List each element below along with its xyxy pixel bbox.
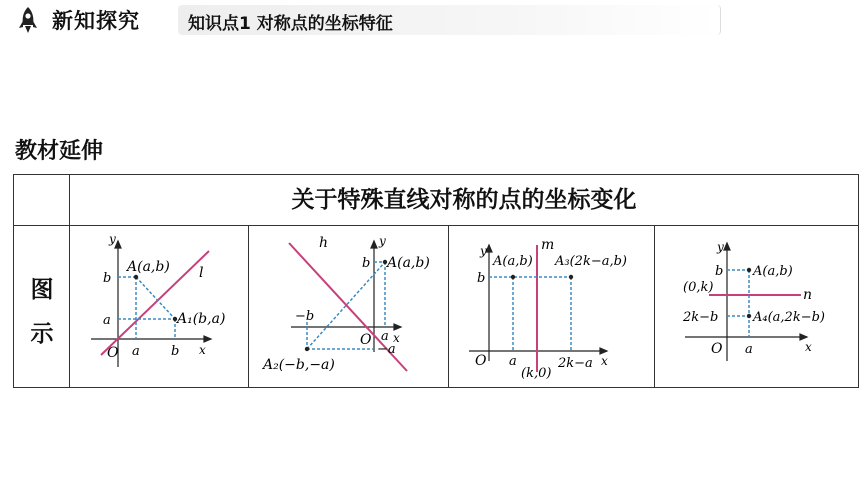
- y-axis-label: y: [109, 232, 116, 246]
- y-axis-label: y: [379, 234, 386, 248]
- point-a: [134, 275, 138, 279]
- extension-title: 教材延伸: [15, 139, 104, 164]
- tick-label: b: [477, 271, 486, 286]
- tick-label: (0,k): [683, 280, 714, 295]
- tick-label: b: [103, 271, 112, 286]
- tick-label: −b: [295, 309, 315, 324]
- diagram-line-h: [251, 227, 447, 387]
- tick-label: a: [103, 313, 111, 328]
- x-axis-label: x: [805, 340, 812, 354]
- tick-label: 2k−b: [683, 310, 719, 325]
- origin-label: O: [360, 332, 372, 348]
- point-a-label: A(a,b): [753, 264, 793, 279]
- tick-label: b: [715, 264, 724, 279]
- table-divider: [14, 225, 858, 226]
- point-a-label: A(a,b): [387, 255, 430, 271]
- topic-banner: [178, 5, 721, 35]
- line-label: h: [319, 235, 329, 251]
- line-label: l: [199, 265, 204, 281]
- point-a: [511, 275, 515, 279]
- tick-label: −a: [377, 342, 396, 357]
- diagram-line-l: [71, 227, 247, 387]
- tick-label: 2k−a: [558, 356, 593, 371]
- x-axis-label: x: [393, 331, 400, 345]
- topic-title: 知识点1 对称点的坐标特征: [188, 14, 393, 34]
- diagram-line-n: [657, 227, 857, 387]
- line-label: m: [541, 237, 555, 253]
- tick-label: b: [362, 256, 371, 271]
- tick-label: a: [132, 344, 140, 359]
- x-axis-label: x: [601, 354, 608, 368]
- table-divider: [654, 225, 655, 387]
- tick-label: b: [171, 344, 180, 359]
- tick-label: a: [381, 329, 389, 344]
- table-header: 关于特殊直线对称的点的坐标变化: [291, 187, 637, 213]
- x-axis-label: x: [199, 343, 206, 357]
- point-a-label: A(a,b): [493, 254, 533, 269]
- y-axis-label: y: [717, 240, 724, 254]
- origin-label: O: [711, 341, 723, 357]
- tick-label: (k,0): [521, 366, 552, 381]
- point-a-label: A(a,b): [127, 259, 170, 275]
- table-divider: [448, 225, 449, 387]
- point-a2: [305, 347, 309, 351]
- point-a3: [569, 275, 573, 279]
- origin-label: O: [107, 345, 119, 361]
- tick-label: a: [745, 342, 753, 357]
- point-a2-label: A₂(−b,−a): [263, 357, 335, 373]
- y-axis-label: y: [480, 244, 487, 258]
- rocket-icon: [16, 6, 40, 34]
- diagram-line-m: [451, 227, 653, 387]
- line-label: n: [803, 287, 813, 303]
- tick-label: a: [509, 354, 517, 369]
- section-title: 新知探究: [52, 9, 140, 33]
- coordinate-table: [13, 174, 859, 388]
- point-a4-label: A₄(a,2k−b): [753, 310, 825, 325]
- point-a1-label: A₁(b,a): [177, 311, 226, 327]
- point-a3-label: A₃(2k−a,b): [555, 254, 627, 269]
- header-bar: [0, 0, 860, 40]
- point-a: [747, 268, 751, 272]
- table-divider: [248, 225, 249, 387]
- point-a4: [747, 314, 751, 318]
- row-label: 图: [30, 277, 54, 303]
- origin-label: O: [475, 353, 487, 369]
- row-label: 示: [30, 321, 54, 347]
